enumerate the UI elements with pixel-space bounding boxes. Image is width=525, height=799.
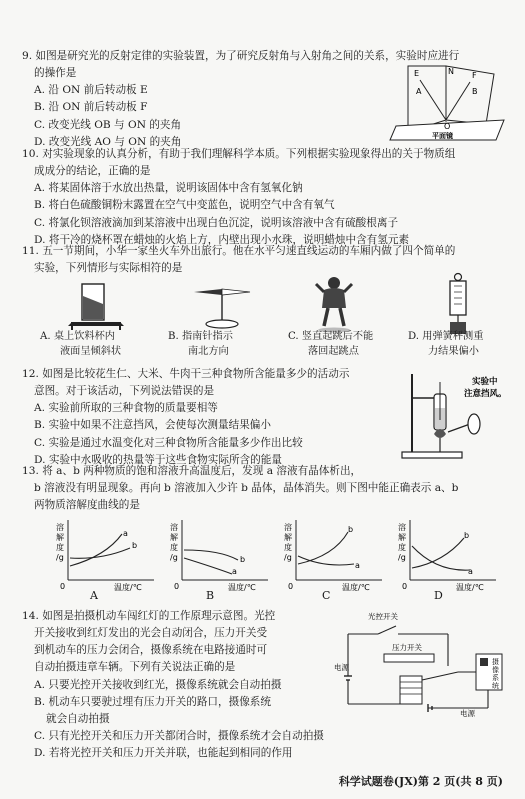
svg-text:解: 解 bbox=[398, 533, 406, 542]
q12-food-energy-apparatus-figure bbox=[398, 368, 512, 462]
svg-text:度: 度 bbox=[284, 543, 292, 552]
q11-stem-line2: 实验，下列情形与实际相符的是 bbox=[34, 262, 183, 275]
q14-stem-line2: 开关接收到红灯发出的光会自动闭合，压力开关受 bbox=[34, 627, 268, 640]
svg-text:溶: 溶 bbox=[284, 523, 292, 532]
svg-text:/g: /g bbox=[284, 553, 292, 562]
svg-text:a: a bbox=[232, 567, 237, 576]
svg-text:解: 解 bbox=[170, 533, 178, 542]
q13-a-curve-a bbox=[70, 534, 122, 566]
svg-text:溶: 溶 bbox=[398, 523, 406, 532]
svg-text:b: b bbox=[132, 541, 138, 550]
q14-option-c: C. 只有光控开关和压力开关都闭合时，摄像系统才会自动拍摄 bbox=[34, 730, 324, 743]
q14-stem-line3: 到机动车的压力会闭合，摄像系统在电路接通时可 bbox=[34, 644, 268, 657]
q11-spring-scale-figure bbox=[438, 272, 478, 336]
q14-label-camera4: 统 bbox=[492, 682, 499, 690]
q14-stem-line1: 14. 如图是拍摄机动车闯红灯的工作原理示意图。光控 bbox=[22, 610, 276, 622]
q10-stem-line1: 10. 对实验现象的认真分析，有助于我们理解科学本质。下列根据实验现象得出的关于物质组 bbox=[22, 148, 456, 160]
q14-label-light-switch: 光控开关 bbox=[368, 612, 398, 621]
q12-option-d: D. 实验中水吸收的热量等于这些食物实际所含的能量 bbox=[34, 453, 282, 466]
q13-label-a: A bbox=[90, 589, 98, 602]
q12-option-c: C. 实验是通过水温变化对三种食物所含能量多少作出比较 bbox=[34, 436, 303, 449]
question-10 bbox=[22, 146, 514, 249]
svg-text:a: a bbox=[355, 561, 360, 570]
svg-text:/g: /g bbox=[170, 553, 178, 562]
svg-text:解: 解 bbox=[56, 533, 64, 542]
svg-text:度: 度 bbox=[398, 543, 406, 552]
q13-graph-a bbox=[56, 516, 156, 592]
q11-compass-figure bbox=[186, 280, 256, 332]
q14-label-camera2: 像 bbox=[492, 666, 499, 674]
q11-tilted-cup-figure bbox=[64, 278, 128, 334]
svg-text:0: 0 bbox=[402, 582, 408, 591]
q13-label-c: C bbox=[322, 589, 331, 602]
q9-label-a: A bbox=[416, 87, 422, 96]
q14-label-camera1: 摄 bbox=[492, 658, 499, 666]
q13-stem-line3: 两物质溶解度曲线的是 bbox=[34, 499, 140, 512]
svg-text:0: 0 bbox=[288, 582, 294, 591]
q10-option-a: A. 将某固体溶于水放出热量，说明该固体中含有氢氧化钠 bbox=[34, 182, 303, 195]
q13-graph-c bbox=[284, 516, 384, 592]
q9-option-a: A. 沿 ON 前后转动板 E bbox=[34, 84, 148, 97]
q12-note-line2: 注意挡风。 bbox=[464, 389, 507, 399]
q11-caption-a-line1: A. 桌上饮料杯内 bbox=[40, 331, 115, 342]
svg-text:温度/℃: 温度/℃ bbox=[228, 583, 256, 592]
svg-text:解: 解 bbox=[284, 533, 292, 542]
question-13 bbox=[22, 463, 514, 514]
q11-caption-b-line1: B. 指南针指示 bbox=[168, 331, 233, 342]
q11-jumping-person-figure bbox=[310, 274, 360, 334]
q9-option-d: D. 改变光线 AO 与 ON 的夹角 bbox=[34, 135, 182, 148]
q11-caption-b-line2: 南北方向 bbox=[188, 345, 229, 357]
svg-text:b: b bbox=[464, 531, 470, 540]
svg-text:b: b bbox=[348, 525, 354, 534]
svg-text:溶: 溶 bbox=[170, 523, 178, 532]
svg-text:溶: 溶 bbox=[56, 523, 64, 532]
q13-c-curve-a bbox=[298, 556, 354, 565]
svg-text:a: a bbox=[123, 529, 128, 538]
q14-option-d: D. 若将光控开关和压力开关并联，也能起到相同的作用 bbox=[34, 747, 293, 760]
q14-option-a: A. 只要光控开关接收到红光，摄像系统就会自动拍摄 bbox=[34, 678, 282, 691]
svg-text:温度/℃: 温度/℃ bbox=[114, 583, 142, 592]
svg-text:度: 度 bbox=[170, 543, 178, 552]
svg-text:/g: /g bbox=[56, 553, 64, 562]
q14-label-power2: 电源 bbox=[460, 709, 475, 718]
q9-label-e: E bbox=[414, 69, 420, 78]
q9-label-mirror: 平面镜 bbox=[432, 132, 453, 140]
q9-option-b: B. 沿 ON 前后转动板 F bbox=[34, 101, 148, 114]
q14-label-power1: 电源 bbox=[334, 663, 349, 672]
q11-caption-d-line2: 力结果偏小 bbox=[428, 345, 479, 357]
q13-stem-line2: b 溶液没有明显现象。再向 b 溶液加入少许 b 晶体，晶体消失。则下图中能正确表示 a、b bbox=[34, 482, 459, 495]
q12-option-a: A. 实验前所取的三种食物的质量要相等 bbox=[34, 402, 218, 415]
q13-graph-d bbox=[398, 516, 498, 592]
q13-b-curve-b bbox=[184, 550, 238, 560]
q11-caption-c-line1: C. 竖直起跳后不能 bbox=[288, 331, 374, 342]
q13-label-b: B bbox=[206, 589, 215, 602]
q13-b-curve-a bbox=[184, 558, 232, 574]
q9-label-b: B bbox=[472, 87, 478, 96]
q9-label-o: O bbox=[444, 122, 451, 131]
svg-text:温度/℃: 温度/℃ bbox=[342, 583, 370, 592]
svg-text:度: 度 bbox=[56, 543, 64, 552]
q14-circuit-figure bbox=[328, 610, 514, 718]
q10-stem-line2: 成成分的结论，正确的是 bbox=[34, 165, 151, 178]
q10-option-c: C. 将氯化钡溶液滴加到某溶液中出现白色沉淀，说明该溶液中含有硫酸根离子 bbox=[34, 216, 399, 229]
svg-text:b: b bbox=[240, 555, 246, 564]
svg-text:/g: /g bbox=[398, 553, 406, 562]
q13-stem-line1: 13. 将 a、b 两种物质的饱和溶液升高温度后，发现 a 溶液有晶体析出， bbox=[22, 465, 362, 477]
q12-stem-line1: 12. 如图是比较花生仁、大米、牛肉干三种食物所含能量多少的活动示 bbox=[22, 368, 350, 380]
q12-stem-line2: 意图。对于该活动，下列说法错误的是 bbox=[34, 385, 215, 398]
page-footer: 科学试题卷(JX)第 2 页(共 8 页) bbox=[338, 775, 503, 789]
q11-caption-a bbox=[40, 330, 121, 360]
q11-caption-b bbox=[168, 330, 233, 360]
svg-text:a: a bbox=[468, 567, 473, 576]
q12-option-b: B. 实验中如果不注意挡风，会使每次测量结果偏小 bbox=[34, 419, 271, 432]
q11-caption-d-line1: D. 用弹簧秤测重 bbox=[408, 331, 484, 342]
q12-note-line1: 实验中 bbox=[472, 377, 498, 387]
q14-label-camera3: 系 bbox=[492, 674, 499, 682]
q11-caption-c bbox=[288, 330, 373, 360]
q14-label-pressure-switch: 压力开关 bbox=[392, 643, 422, 652]
svg-text:0: 0 bbox=[60, 582, 66, 591]
q14-stem-line4: 自动拍摄违章车辆。下列有关说法正确的是 bbox=[34, 661, 236, 674]
svg-text:温度/℃: 温度/℃ bbox=[456, 583, 484, 592]
q11-caption-d bbox=[408, 330, 483, 360]
q9-stem-line1: 9. 如图是研究光的反射定律的实验装置，为了研究反射角与入射角之间的关系，实验时应进行 bbox=[22, 50, 460, 62]
q9-label-f: F bbox=[472, 71, 477, 80]
q10-option-b: B. 将白色硫酸铜粉末露置在空气中变蓝色，说明空气中含有氧气 bbox=[34, 199, 335, 212]
q11-caption-a-line2: 液面呈倾斜状 bbox=[60, 345, 122, 357]
q9-label-n: N bbox=[448, 67, 454, 76]
q13-graph-b bbox=[170, 516, 270, 592]
svg-text:0: 0 bbox=[174, 582, 180, 591]
q11-stem-line1: 11. 五一节期间，小华一家坐火车外出旅行。他在水平匀速直线运动的车厢内做了四个简单的 bbox=[22, 245, 456, 257]
q9-reflection-apparatus-figure bbox=[386, 62, 510, 144]
q14-option-b-cont: 就会自动拍摄 bbox=[46, 712, 110, 725]
q14-option-b: B. 机动车只要驶过埋有压力开关的路口，摄像系统 bbox=[34, 695, 271, 708]
q13-label-d: D bbox=[434, 589, 443, 602]
q9-stem-line2: 的操作是 bbox=[34, 67, 77, 80]
q10-option-d: D. 将干冷的烧杯罩在蜡烛的火焰上方，内壁出现小水珠，说明蜡烛中含有氢元素 bbox=[34, 233, 410, 246]
q9-option-c: C. 改变光线 OB 与 ON 的夹角 bbox=[34, 118, 182, 131]
q11-caption-c-line2: 落回起跳点 bbox=[308, 345, 359, 357]
